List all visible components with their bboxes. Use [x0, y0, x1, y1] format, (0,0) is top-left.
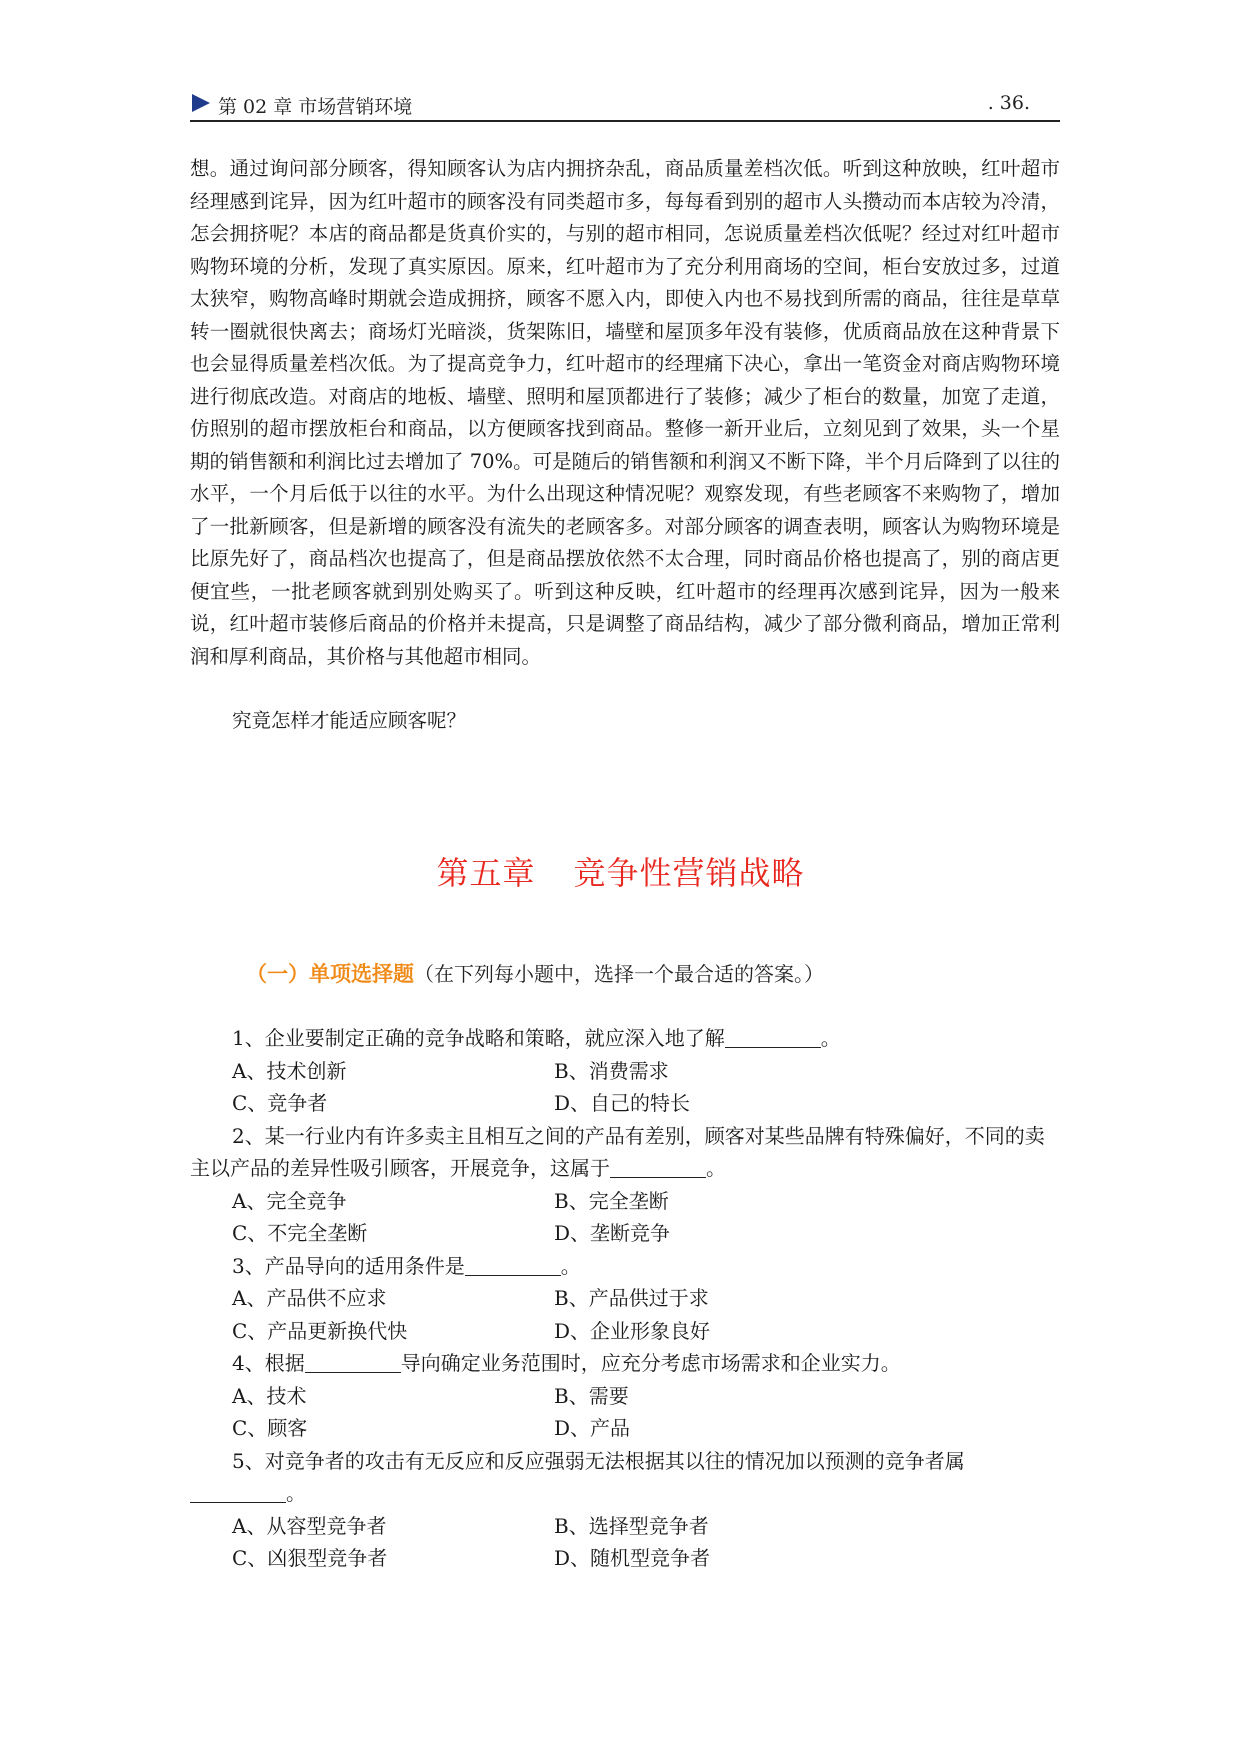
question-item	[190, 1120, 1060, 1185]
section-instruction: （在下列每小题中，选择一个最合适的答案。）	[414, 962, 824, 986]
triangle-marker-icon	[192, 94, 210, 112]
question-text: 3、产品导向的适用条件是	[232, 1253, 465, 1278]
option-b: B、产品供过于求	[554, 1286, 709, 1310]
option-c: C、产品更新换代快	[232, 1318, 408, 1343]
answer-blank	[305, 1352, 401, 1373]
question-tail: 。	[706, 1156, 726, 1180]
question-item	[190, 1445, 1060, 1510]
question-list	[190, 1022, 1060, 1575]
page-number: . 36.	[987, 92, 1030, 114]
section-label: （一）单项选择题	[246, 962, 414, 986]
option-a: A、技术创新	[232, 1058, 347, 1083]
option-row	[190, 1055, 1060, 1088]
option-row	[190, 1087, 1060, 1120]
chapter-title	[0, 848, 1241, 894]
option-row	[190, 1412, 1060, 1445]
option-row	[190, 1510, 1060, 1543]
question-tail: 导向确定业务范围时，应充分考虑市场需求和企业实力。	[400, 1351, 901, 1375]
answer-blank	[190, 1482, 286, 1503]
question-tail: 。	[560, 1253, 581, 1278]
option-row	[190, 1315, 1060, 1348]
case-question: 究竟怎样才能适应顾客呢？	[232, 709, 467, 732]
option-c: C、凶狠型竞争者	[232, 1546, 388, 1570]
option-c: C、不完全垄断	[232, 1221, 368, 1245]
option-b: B、需要	[554, 1383, 629, 1408]
answer-blank	[725, 1027, 821, 1048]
option-row	[190, 1217, 1060, 1250]
chapter-name: 竞争性营销战略	[573, 854, 805, 892]
answer-blank	[465, 1255, 561, 1276]
option-d: D、企业形象良好	[554, 1318, 711, 1343]
option-row	[190, 1185, 1060, 1218]
question-text: 4、根据	[232, 1351, 305, 1375]
question-text: 5、对竞争者的攻击有无反应和反应强弱无法根据其以往的情况加以预测的竞争者属	[232, 1448, 965, 1473]
question-text: 2、某一行业内有许多卖主且相互之间的产品有差别，顾客对某些品牌有特殊偏好，不同的卖主以产品的差异性吸引顾客，开展竞争，这属于	[190, 1123, 1045, 1180]
option-a: A、从容型竞争者	[232, 1513, 387, 1538]
question-item	[190, 1347, 1060, 1380]
option-d: D、自己的特长	[554, 1091, 691, 1115]
page-header	[190, 88, 1060, 122]
running-head-chapter: 第 02 章 市场营销环境	[218, 96, 413, 118]
option-d: D、产品	[554, 1416, 631, 1440]
chapter-number: 第五章	[436, 854, 536, 892]
question-tail: 。	[820, 1026, 841, 1050]
option-b: B、选择型竞争者	[554, 1513, 709, 1538]
option-c: C、竞争者	[232, 1091, 328, 1115]
answer-blank	[610, 1157, 706, 1178]
option-row	[190, 1282, 1060, 1315]
option-a: A、技术	[232, 1383, 307, 1408]
section-heading	[246, 958, 824, 988]
case-paragraph: 想。通过询问部分顾客，得知顾客认为店内拥挤杂乱，商品质量差档次低。听到这种放映，红叶超市经理感到诧异，因为红叶超市的顾客没有同类超市多，每每看到别的超市人头攒动而本店较为冷清，怎会拥挤呢？本店的商品都是货真价实的，与别的超市相同，怎说质量差档次低呢？经过对红叶超市购物环境的分析，发现了真实原因。原来，红叶超市为了充分利用商场的空间，柜台安放过多，过道太狭窄，购物高峰时期就会造成拥挤，顾客不愿入内，即使入内也不易找到所需的商品，往往是草草转一圈就很快离去；商场灯光暗淡，货架陈旧，墙壁和屋顶多年没有装修，优质商品放在这种背景下也会显得质量差档次低。为了提高竞争力，红叶超市的经理痛下决心，拿出一笔资金对商店购物环境进行彻底改造。对商店的地板、墙壁、照明和屋顶都进行了装修；减少了柜台的数量，加宽了走道，仿照别的超市摆放柜台和商品，以方便顾客找到商品。整修一新开业后，立刻见到了效果，头一个星期的销售额和利润比过去增加了 70%。可是随后的销售额和利润又不断下降，半个月后降到了以往的水平，一个月后低于以往的水平。为什么出现这种情况呢？观察发现，有些老顾客不来购物了，增加了一批新顾客，但是新增的顾客没有流失的老顾客多。对部分顾客的调查表明，顾客认为购物环境是比原先好了，商品档次也提高了，但是商品摆放依然不太合理，同时商品价格也提高了，别的商店更便宜些，一批老顾客就到别处购买了。听到这种反映，红叶超市的经理再次感到诧异，因为一般来说，红叶超市装修后商品的价格并未提高，只是调整了商品结构，减少了部分微利商品，增加正常利润和厚利商品，其价格与其他超市相同。	[190, 157, 1060, 668]
option-d: D、垄断竞争	[554, 1221, 671, 1245]
option-a: A、完全竞争	[232, 1188, 347, 1213]
option-row	[190, 1380, 1060, 1413]
question-tail: 。	[286, 1481, 306, 1505]
question-item	[190, 1022, 1060, 1055]
option-d: D、随机型竞争者	[554, 1546, 711, 1570]
question-item	[190, 1250, 1060, 1283]
option-b: B、完全垄断	[554, 1188, 669, 1213]
option-c: C、顾客	[232, 1416, 308, 1440]
option-row	[190, 1542, 1060, 1575]
option-a: A、产品供不应求	[232, 1286, 387, 1310]
question-text: 1、企业要制定正确的竞争战略和策略，就应深入地了解	[232, 1026, 725, 1050]
option-b: B、消费需求	[554, 1058, 669, 1083]
